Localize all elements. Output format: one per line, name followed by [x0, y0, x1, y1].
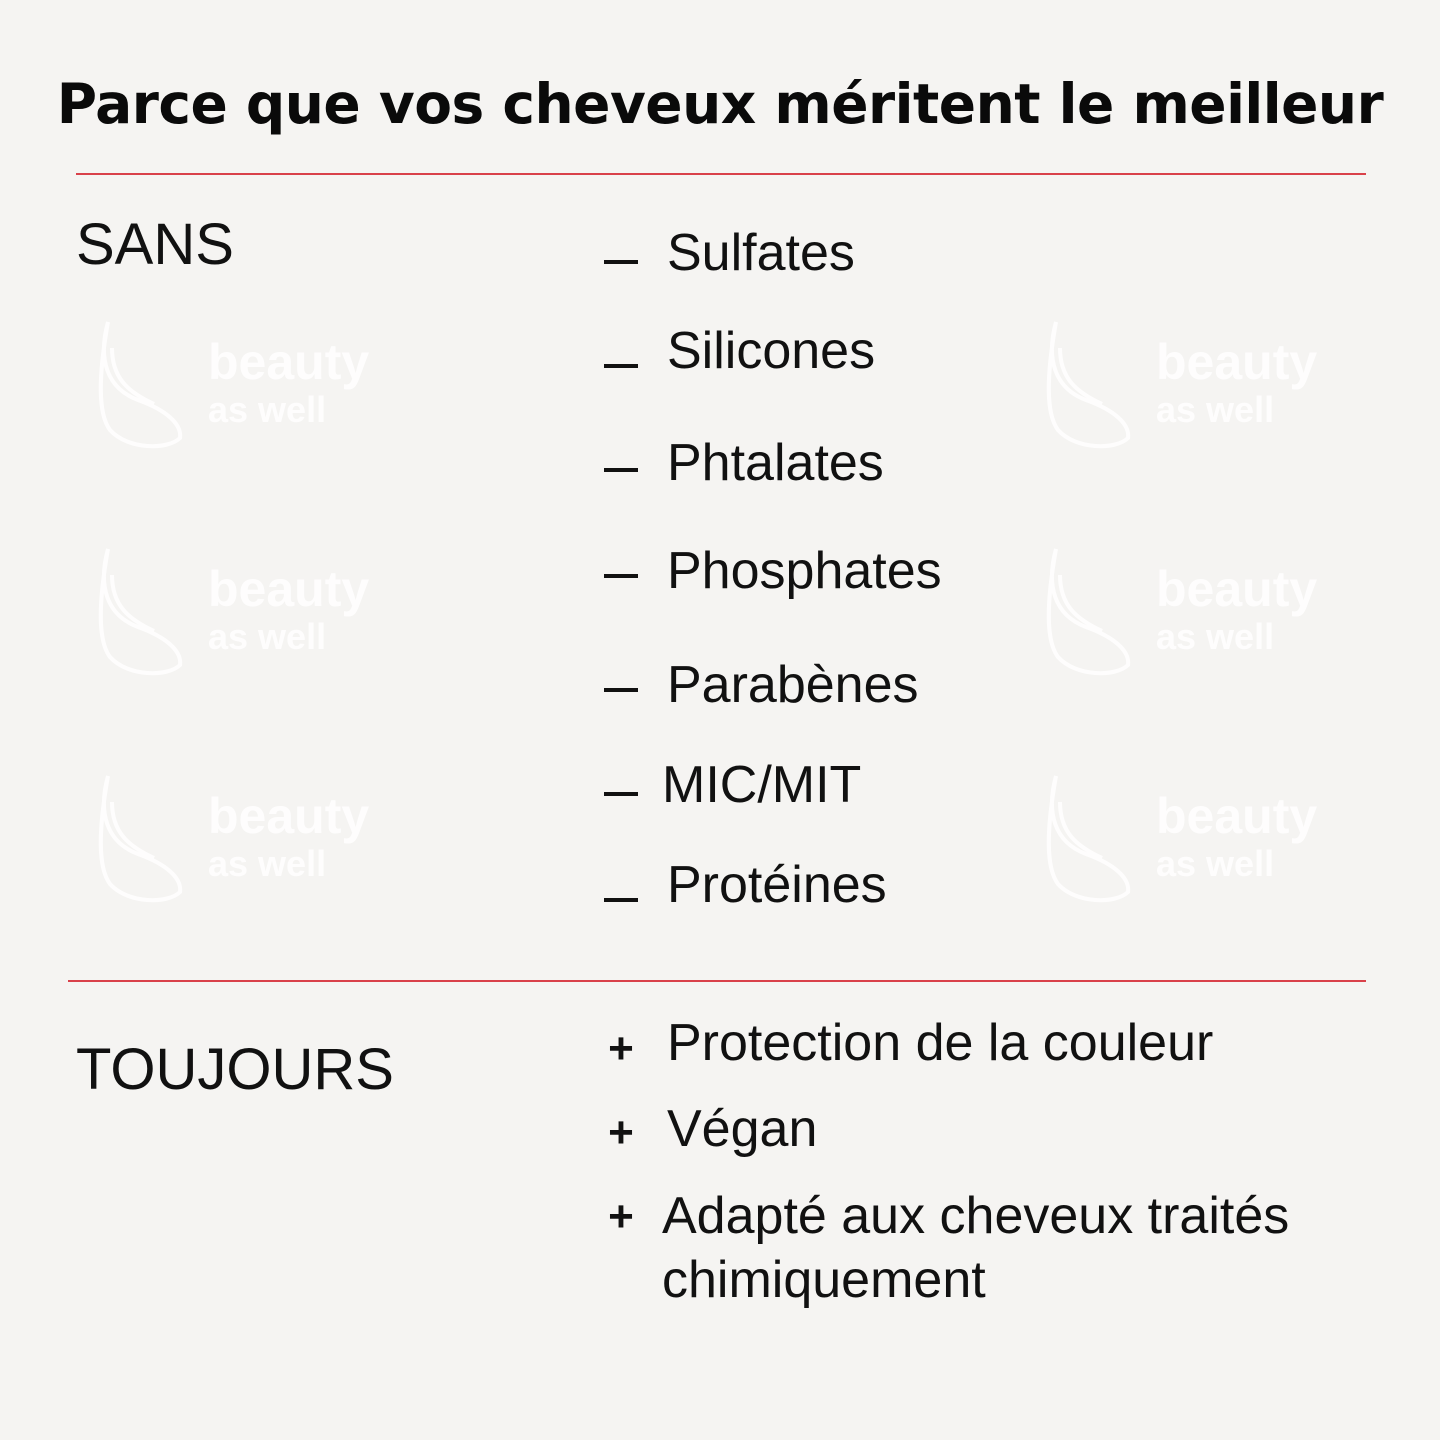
watermark-logo [1046, 772, 1346, 912]
sans-item-text: Phtalates [667, 434, 884, 492]
sans-item-text: Silicones [667, 322, 876, 380]
sans-item-text: Protéines [667, 856, 887, 914]
watermark-logo [1046, 545, 1346, 685]
watermark-line2: as well [1156, 389, 1275, 430]
minus-icon [604, 792, 638, 796]
watermark-line2: as well [208, 843, 327, 884]
leaf-icon [1046, 772, 1136, 904]
leaf-icon [98, 318, 188, 450]
plus-icon: + [608, 1108, 634, 1157]
watermark-logo [98, 545, 398, 685]
sans-item-text: MIC/MIT [662, 756, 862, 814]
watermark-line1: beauty [208, 561, 370, 617]
minus-icon [604, 468, 638, 472]
leaf-icon [1046, 545, 1136, 677]
leaf-icon [98, 772, 188, 904]
minus-icon [604, 260, 638, 264]
plus-icon: + [608, 1192, 634, 1241]
toujours-item-text: Adapté aux cheveux traités chimiquement [662, 1187, 1290, 1309]
sans-item-text: Phosphates [667, 542, 942, 600]
toujours-label: TOUJOURS [76, 1037, 394, 1102]
watermark-line2: as well [1156, 616, 1275, 657]
watermark-line1: beauty [1156, 561, 1318, 617]
toujours-item-text: Protection de la couleur [667, 1014, 1214, 1072]
page-title: Parce que vos cheveux méritent le meilleur [56, 72, 1384, 136]
watermark-logo [98, 772, 398, 912]
minus-icon [604, 364, 638, 368]
middle-divider [68, 980, 1366, 982]
watermark-line1: beauty [208, 788, 370, 844]
sans-item-text: Parabènes [667, 656, 919, 714]
sans-item-text: Sulfates [667, 224, 855, 282]
watermark-logo [98, 318, 398, 458]
watermark-line1: beauty [1156, 788, 1318, 844]
plus-icon: + [608, 1024, 634, 1073]
watermark-line2: as well [1156, 843, 1275, 884]
minus-icon [604, 688, 638, 692]
leaf-icon [98, 545, 188, 677]
watermark-line1: beauty [1156, 334, 1318, 390]
minus-icon [604, 574, 638, 578]
watermark-line2: as well [208, 389, 327, 430]
top-divider [76, 173, 1366, 175]
toujours-item-text: Végan [667, 1100, 818, 1158]
minus-icon [604, 898, 638, 902]
sans-label: SANS [76, 212, 234, 277]
leaf-icon [1046, 318, 1136, 450]
watermark-line1: beauty [208, 334, 370, 390]
watermark-logo [1046, 318, 1346, 458]
watermark-line2: as well [208, 616, 327, 657]
